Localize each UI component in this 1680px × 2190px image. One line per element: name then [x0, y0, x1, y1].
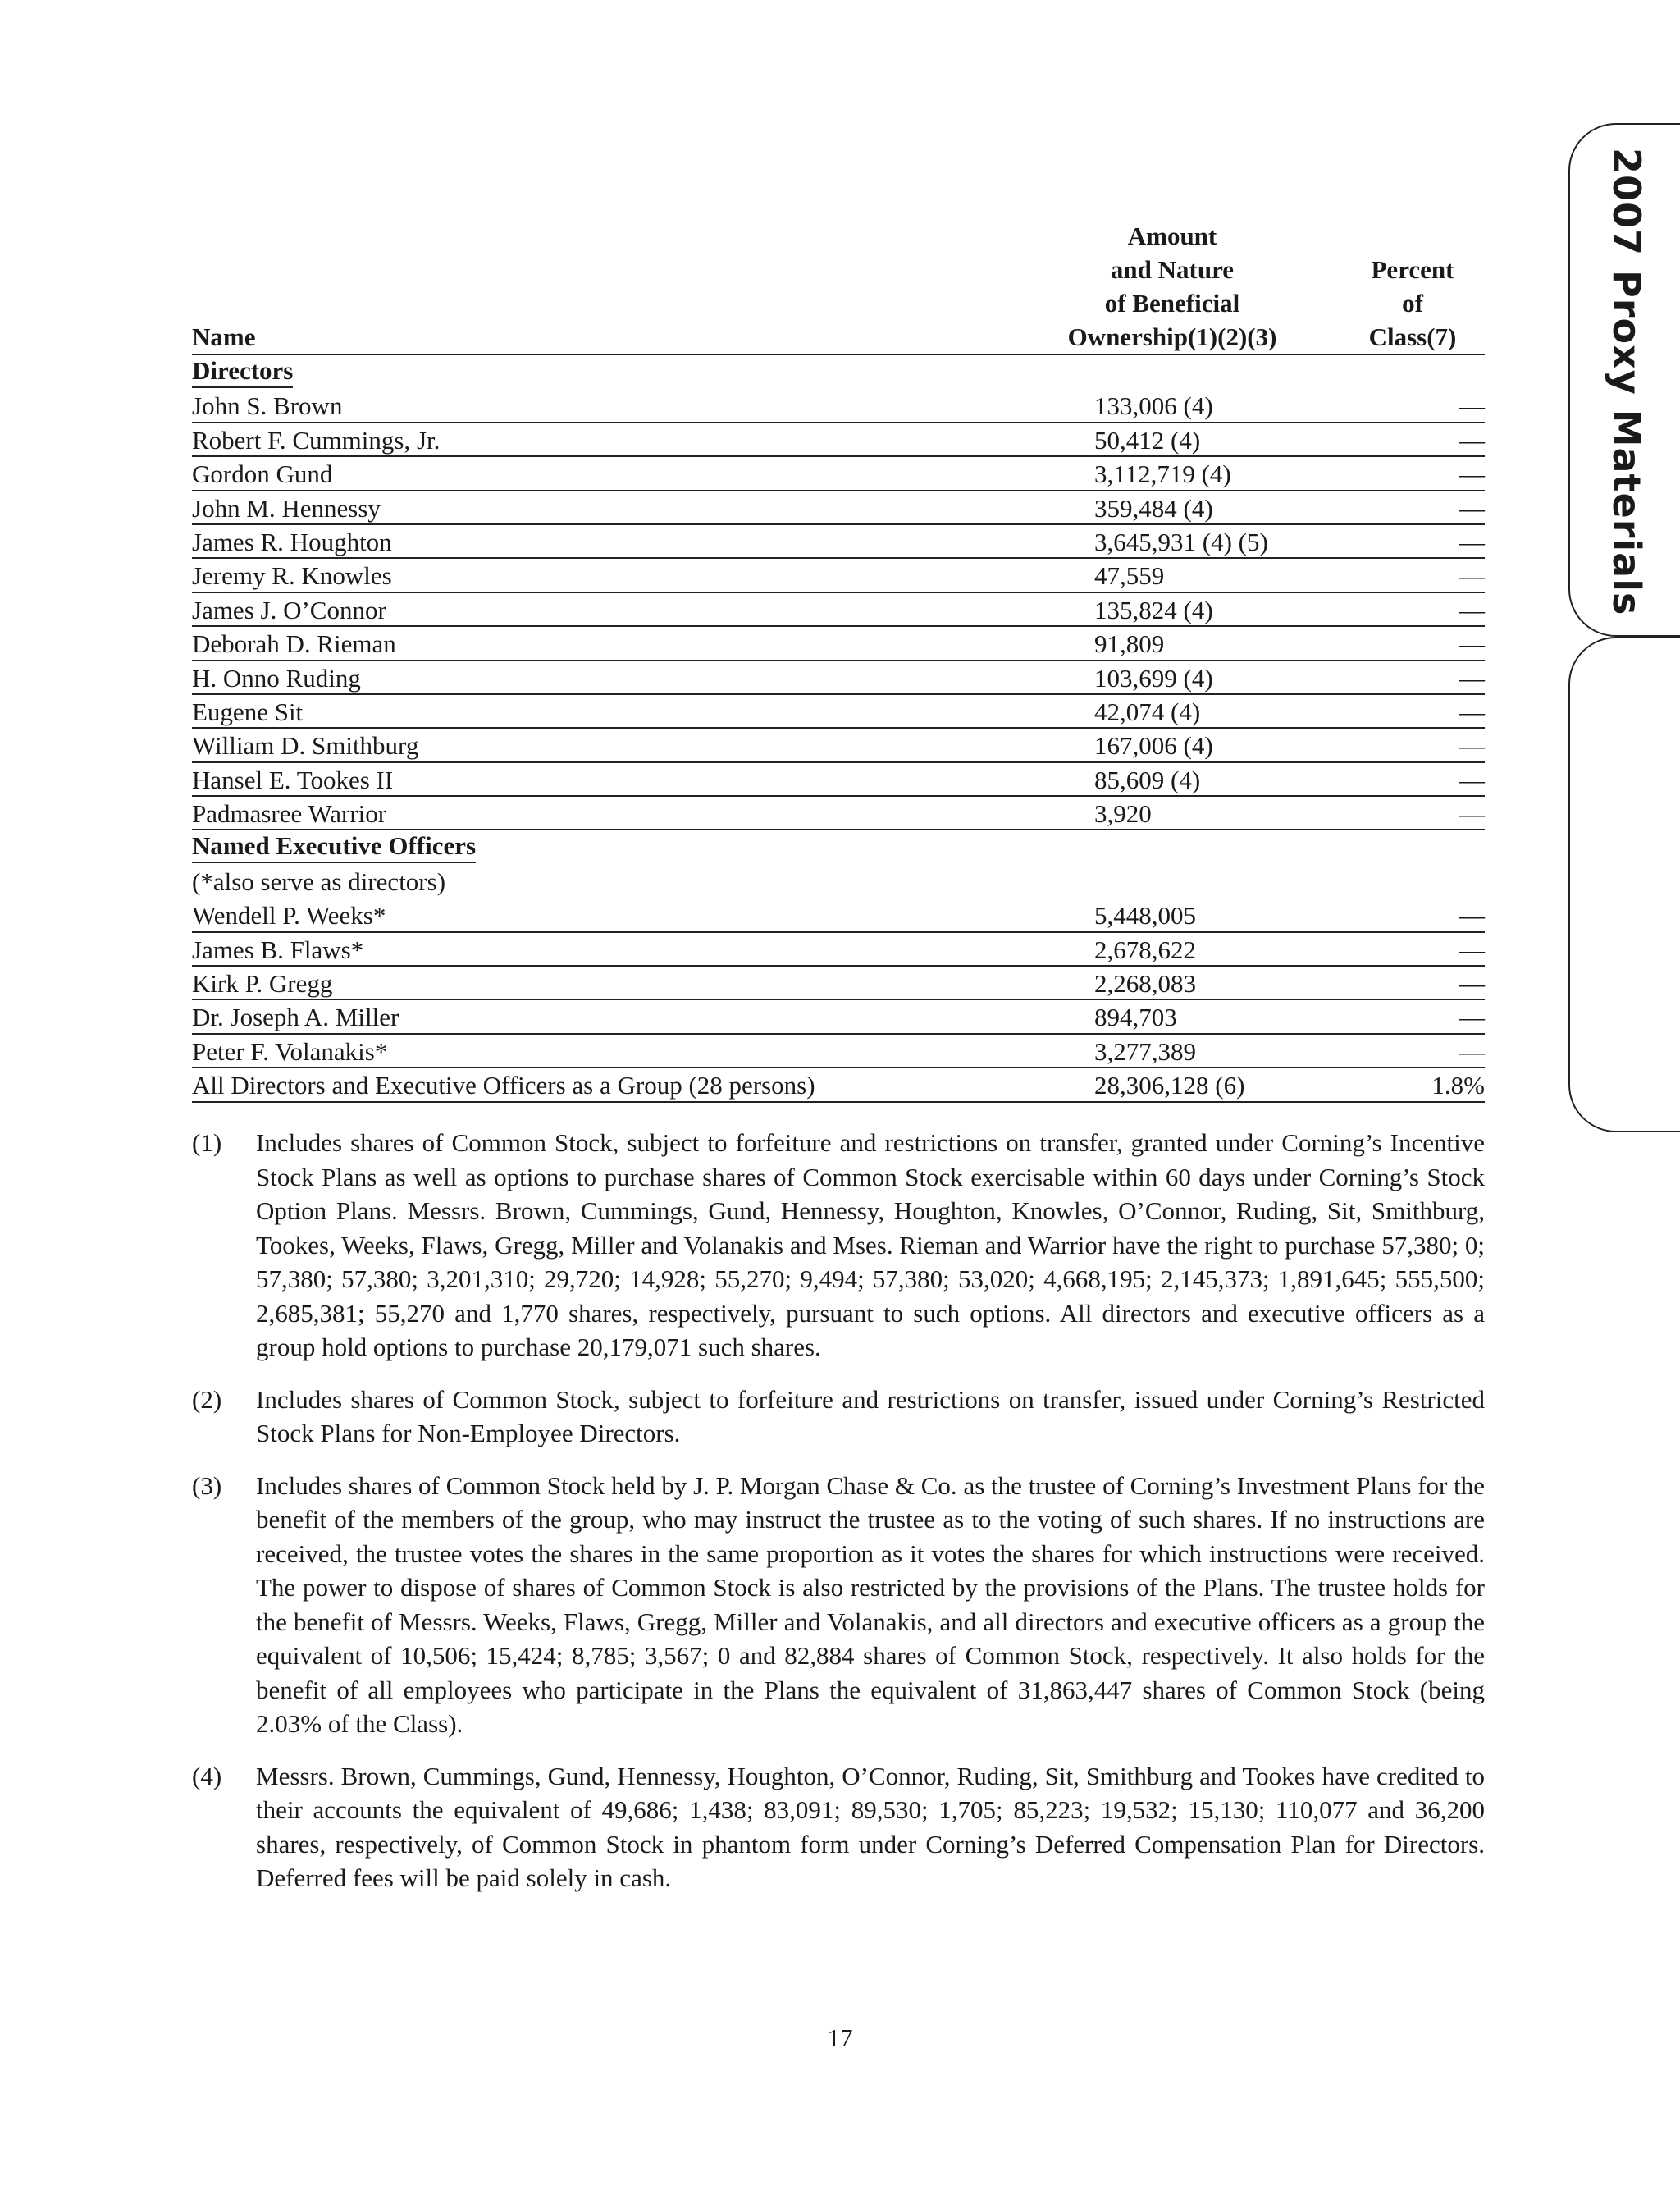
- row-percent: —: [1459, 765, 1485, 794]
- row-percent: —: [1459, 595, 1485, 624]
- row-name: Padmasree Warrior: [192, 799, 387, 829]
- table-row: [192, 389, 1485, 423]
- header-amount: [1020, 219, 1324, 354]
- side-tab-label: 2007 Proxy Materials: [1605, 148, 1649, 616]
- row-amount: 3,920: [1094, 799, 1152, 829]
- footnote: [192, 1759, 1485, 1895]
- row-percent: —: [1459, 969, 1485, 999]
- row-name: Robert F. Cummings, Jr.: [192, 425, 441, 455]
- row-amount: 103,699 (4): [1094, 663, 1213, 693]
- table-row: [192, 661, 1485, 695]
- officers-rows: [192, 898, 1485, 1068]
- table-header: [192, 217, 1485, 355]
- table-row: [192, 695, 1485, 729]
- row-name: Dr. Joseph A. Miller: [192, 1003, 399, 1032]
- row-percent: —: [1459, 561, 1485, 591]
- table-row: [192, 933, 1485, 967]
- table-row: [192, 729, 1485, 762]
- row-amount: 3,112,719 (4): [1094, 459, 1231, 489]
- row-percent: —: [1459, 425, 1485, 455]
- row-name: Eugene Sit: [192, 697, 304, 726]
- table-row: [192, 593, 1485, 627]
- footnote-text: Includes shares of Common Stock, subject to forfeiture and restrictions on transfer, issued under Corning’s Restricted Stock Plans for Non-Employee Directors.: [256, 1384, 1485, 1447]
- row-amount: 28,306,128 (6): [1094, 1071, 1245, 1100]
- header-amount-line: Amount: [1127, 222, 1217, 250]
- row-name: Hansel E. Tookes II: [192, 765, 394, 794]
- row-amount: 3,645,931 (4) (5): [1094, 527, 1268, 556]
- row-amount: 5,448,005: [1094, 901, 1196, 930]
- header-name: Name: [192, 322, 256, 351]
- footnotes: [192, 1126, 1485, 1913]
- header-amount-line: of Beneficial: [1104, 289, 1240, 318]
- table-row: [192, 967, 1485, 1000]
- header-percent-line: Class(7): [1368, 322, 1457, 351]
- row-name: Deborah D. Rieman: [192, 629, 396, 659]
- row-percent: —: [1459, 391, 1485, 421]
- header-percent-line: Percent: [1371, 255, 1454, 284]
- row-amount: 894,703: [1094, 1003, 1177, 1032]
- row-name: James B. Flaws*: [192, 935, 364, 964]
- row-amount: 47,559: [1094, 561, 1165, 591]
- row-name: Kirk P. Gregg: [192, 969, 333, 999]
- table-row: [192, 559, 1485, 592]
- table-row: [192, 797, 1485, 830]
- table-row: [192, 491, 1485, 525]
- footnote-text: Includes shares of Common Stock held by J. P. Morgan Chase & Co. as the trustee of Corning’s Investment Plans for the benefit of the members of the group, who may instruct the trustee as to the voting of such shares. If no instructions are received, the trustee votes the shares in the same proportion as it votes the shares for which instructions were received. The power to dispose of shares of Common Stock is also restricted by the provisions of the Plans. The trustee holds for the benefit of Messrs. Weeks, Flaws, Gregg, Miller and Volanakis, and all directors and executive officers as a group the equivalent of 10,506; 15,424; 8,785; 3,567; 0 and 82,884 shares of Common Stock, respectively. It also holds for the benefit of all employees who participate in the Plans the equivalent of 31,863,447 shares of Common Stock (being 2.03% of the Class).: [256, 1470, 1485, 1738]
- row-amount: 50,412 (4): [1094, 425, 1201, 455]
- table-row: [192, 525, 1485, 559]
- row-percent: 1.8%: [1431, 1071, 1485, 1100]
- row-percent: —: [1459, 1036, 1485, 1066]
- ownership-table-body: [192, 355, 1485, 1103]
- group-total-row: [192, 1068, 1485, 1102]
- footnote: [192, 1469, 1485, 1741]
- row-name: H. Onno Ruding: [192, 663, 361, 693]
- header-amount-line: Ownership(1)(2)(3): [1067, 322, 1277, 351]
- row-percent: —: [1459, 459, 1485, 489]
- table-row: [192, 423, 1485, 457]
- table-row: [192, 763, 1485, 797]
- officers-section-heading: [192, 830, 1485, 864]
- row-percent: —: [1459, 799, 1485, 829]
- directors-section-heading: [192, 355, 1485, 389]
- footnote-text: Includes shares of Common Stock, subject to forfeiture and restrictions on transfer, granted under Corning’s Incentive Stock Plans as well as options to purchase shares of Common Stock exercisable within 60 days under Corning’s Stock Option Plans. Messrs. Brown, Cummings, Gund, Hennessy, Houghton, Knowles, O’Connor, Ruding, Sit, Smithburg, Tookes, Weeks, Flaws, Gregg, Miller and Volanakis and Mses. Rieman and Warrior have the right to purchase 57,380; 0; 57,380; 57,380; 3,201,310; 29,720; 14,928; 55,270; 9,494; 57,380; 53,020; 4,668,195; 2,145,373; 1,891,645; 555,500; 2,685,381; 55,270 and 1,770 shares, respectively, pursuant to such options. All directors and executive officers as a group hold options to purchase 20,179,071 such shares.: [256, 1128, 1485, 1361]
- row-percent: —: [1459, 663, 1485, 693]
- row-amount: 91,809: [1094, 629, 1165, 659]
- table-row: [192, 1035, 1485, 1068]
- row-name: All Directors and Executive Officers as a Group (28 persons): [192, 1071, 815, 1100]
- row-percent: —: [1459, 629, 1485, 659]
- row-percent: —: [1459, 731, 1485, 761]
- row-percent: —: [1459, 493, 1485, 523]
- table-row: [192, 898, 1485, 932]
- footnote-number: (2): [192, 1384, 222, 1414]
- header-percent: [1340, 253, 1485, 354]
- row-amount: 2,678,622: [1094, 935, 1196, 964]
- row-percent: —: [1459, 697, 1485, 726]
- footnote-number: (4): [192, 1761, 222, 1790]
- footnote-number: (3): [192, 1470, 222, 1500]
- officers-note: (*also serve as directors): [192, 866, 446, 896]
- row-name: Gordon Gund: [192, 459, 333, 489]
- row-amount: 359,484 (4): [1094, 493, 1213, 523]
- row-amount: 133,006 (4): [1094, 391, 1213, 421]
- page-number: 17: [827, 2023, 853, 2052]
- row-amount: 135,824 (4): [1094, 595, 1213, 624]
- row-amount: 2,268,083: [1094, 969, 1196, 999]
- directors-rows: [192, 389, 1485, 830]
- footnote-text: Messrs. Brown, Cummings, Gund, Hennessy, Houghton, O’Connor, Ruding, Sit, Smithburg and Tookes have credited to their accounts the equivalent of 49,686; 1,438; 83,091; 89,530; 1,705; 85,223; 19,532; 15,130; 110,077 and 36,200 shares, respectively, of Common Stock in phantom form under Corning’s Deferred Compensation Plan for Directors. Deferred fees will be paid solely in cash.: [256, 1761, 1485, 1892]
- row-percent: —: [1459, 935, 1485, 964]
- section-heading-text: Directors: [192, 355, 293, 388]
- row-name: Peter F. Volanakis*: [192, 1036, 388, 1066]
- row-amount: 85,609 (4): [1094, 765, 1201, 794]
- footnote: [192, 1383, 1485, 1451]
- row-amount: 167,006 (4): [1094, 731, 1213, 761]
- row-name: William D. Smithburg: [192, 731, 419, 761]
- row-name: Jeremy R. Knowles: [192, 561, 392, 591]
- header-percent-line: of: [1402, 289, 1423, 318]
- row-name: Wendell P. Weeks*: [192, 901, 386, 930]
- row-name: John S. Brown: [192, 391, 343, 421]
- table-row: [192, 457, 1485, 491]
- row-percent: —: [1459, 527, 1485, 556]
- side-tab-inactive: [1568, 637, 1680, 1132]
- table-row: [192, 627, 1485, 661]
- footnote-number: (1): [192, 1128, 222, 1157]
- section-heading-text: Named Executive Officers: [192, 830, 476, 863]
- row-name: John M. Hennessy: [192, 493, 381, 523]
- row-name: James R. Houghton: [192, 527, 392, 556]
- officers-note-row: [192, 865, 1485, 898]
- row-amount: 3,277,389: [1094, 1036, 1196, 1066]
- footnote: [192, 1126, 1485, 1365]
- row-percent: —: [1459, 1003, 1485, 1032]
- row-amount: 42,074 (4): [1094, 697, 1201, 726]
- row-percent: —: [1459, 901, 1485, 930]
- table-row: [192, 1000, 1485, 1034]
- row-name: James J. O’Connor: [192, 595, 386, 624]
- header-amount-line: and Nature: [1110, 255, 1235, 284]
